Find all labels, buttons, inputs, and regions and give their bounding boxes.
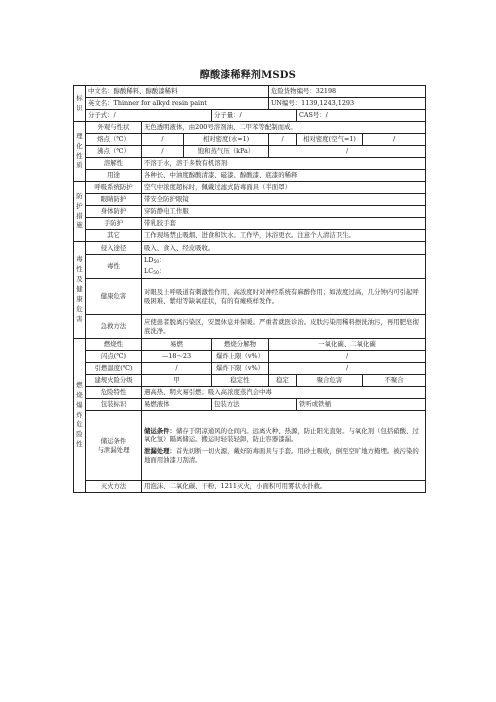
section-physchem: 理化性质 [74, 122, 86, 182]
table-row [74, 194, 426, 206]
upper-limit-label: 爆炸上限（v%） [212, 351, 269, 363]
rel-density-water-value: / [269, 134, 297, 146]
hazard-goods-number: 危险货物编号：32198 [269, 86, 426, 98]
en-name: 英文名：Thinner for alkyd resin paint [86, 98, 269, 110]
rel-density-air-label: 相对密度(空气=1) [297, 134, 363, 146]
flash-point-label: 闪点(℃) [86, 351, 142, 363]
solubility-label: 溶解性 [86, 158, 142, 170]
flash-point-value: —18～23 [142, 351, 212, 363]
table-row [74, 158, 426, 170]
table-row [74, 399, 426, 411]
table-row [74, 315, 426, 339]
upper-limit-value: / [269, 351, 426, 363]
hand-value: 带乳胶手套 [142, 218, 426, 230]
molecular-formula: 分子式：/ [86, 110, 212, 122]
table-row [74, 110, 426, 122]
toxicity-label: 毒性 [86, 255, 142, 279]
melting-point-value: / [142, 134, 184, 146]
health-hazard-label: 健康危害 [86, 279, 142, 315]
table-row [74, 363, 426, 375]
use-label: 用途 [86, 170, 142, 182]
vapor-pressure-value: / [269, 146, 426, 158]
hazard-characteristics-value: 遇高热、明火易引燃；吸入高浓度蒸汽会中毒 [142, 387, 426, 399]
polymerization-label: 聚合危害 [297, 375, 363, 387]
flammability-value: 易燃 [142, 339, 212, 351]
route-value: 吸入、食入、经皮吸收。 [142, 242, 426, 255]
table-row [74, 279, 426, 315]
first-aid-label: 急救方法 [86, 315, 142, 339]
page-title: 醇酸漆稀释剂MSDS [199, 70, 297, 81]
stability-value: 稳定 [269, 375, 297, 387]
toxicity-value [142, 255, 426, 279]
table-row [74, 242, 426, 255]
table-row [74, 182, 426, 194]
fire-class-label: 建规火险分级 [86, 375, 142, 387]
section-fire: 燃烧爆炸危险性 [74, 339, 86, 493]
body-label: 身体防护 [86, 206, 142, 218]
extinguish-value: 用泡沫、二氧化碳、干粉、1211灭火，小面积可用雾状水扑救。 [142, 481, 426, 493]
table-row [74, 122, 426, 134]
solubility-value: 不溶于水，溶于多数有机溶剂 [142, 158, 426, 170]
package-method-value: 铁听或铁桶 [297, 399, 426, 411]
ld50: $LD_{50}$： [144, 256, 166, 266]
lc50: $LC_{50}$： [144, 266, 166, 276]
rel-density-water-label: 相对密度(水=1) [184, 134, 269, 146]
table-row [74, 206, 426, 218]
table-row [74, 230, 426, 242]
polymerization-value: 不聚合 [363, 375, 426, 387]
table-row [74, 86, 426, 98]
table-row [74, 481, 426, 493]
molecular-weight: 分子量：/ [212, 110, 297, 122]
hand-label: 手防护 [86, 218, 142, 230]
table-row [74, 351, 426, 363]
table-row [74, 170, 426, 182]
body-value: 穿防静电工作服 [142, 206, 426, 218]
un-number: UN编号：1139,1243,1293 [269, 98, 426, 110]
cn-name: 中文名：醇酸稀料、醇酸漆稀料 [86, 86, 269, 98]
appearance-value: 无色透明液体，由200号溶剂油、二甲苯等配制而成。 [142, 122, 426, 134]
boiling-point-value: / [142, 146, 184, 158]
package-label-value: 易燃液体 [142, 399, 212, 411]
section-protection: 防护措施 [74, 182, 86, 242]
table-row [74, 255, 426, 279]
lower-limit-label: 爆炸下限（v%） [212, 363, 269, 375]
route-label: 侵入途径 [86, 242, 142, 255]
respiratory-value: 空气中浓度超标时，佩戴过滤式防毒面具（半面罩） [142, 182, 426, 194]
health-hazard-value: 对眼及上呼吸道有刺激性作用，高浓度时对神经系统有麻醉作用；如浓度过高，几分钟内可引起呼吸困难、紫绀等缺氧症状，有的有瘫痪样发作。 [142, 279, 426, 315]
flammability-label: 燃烧性 [86, 339, 142, 351]
boiling-point-label: 沸点（℃） [86, 146, 142, 158]
decomposition-label: 燃烧分解物 [212, 339, 269, 351]
decomposition-value: 一氧化碳、二氧化碳 [269, 339, 426, 351]
cas-number: CAS号：/ [297, 110, 426, 122]
table-row [74, 146, 426, 158]
extinguish-label: 灭火方法 [86, 481, 142, 493]
eye-label: 眼睛防护 [86, 194, 142, 206]
ignition-temp-value: / [142, 363, 212, 375]
stability-label: 稳定性 [212, 375, 269, 387]
table-row [74, 218, 426, 230]
table-row [74, 411, 426, 481]
table-row [74, 134, 426, 146]
rel-density-air-value: / [363, 134, 426, 146]
ignition-temp-label: 引燃温度(℃) [86, 363, 142, 375]
table-row [74, 387, 426, 399]
storage-value: 储运条件：储存于阴凉通风的仓间内。远离火种、热源，防止阳光直射。与氧化剂（包括硝酸、过氧化氢）隔离储运。搬运时轻装轻卸，防止容器漆漏。 泄漏处理：首先切断一切火源，戴好防毒面具与手套。用砂土吸收，倒至空旷地方掩埋。被污染的地面用油漆刀刮清。 [142, 411, 426, 481]
storage-label: 储运条件 与泄漏处理 [86, 411, 142, 481]
section-health: 毒性及健康危害 [74, 242, 86, 339]
first-aid-value: 应使患者脱离污染区，安置休息并保暖。严重者就医诊治。皮肤污染用稀料擦洗油污，再用肥皂彻底洗净。 [142, 315, 426, 339]
eye-value: 带安全防护眼镜 [142, 194, 426, 206]
other-label: 其它 [86, 230, 142, 242]
msds-table [73, 85, 426, 493]
use-value: 各种长、中油度醇酸清漆、磁漆、醇酸漆、底漆的稀释 [142, 170, 426, 182]
package-label-label: 包装标识 [86, 399, 142, 411]
hazard-characteristics-label: 危险特性 [86, 387, 142, 399]
package-method-label: 包装方法 [212, 399, 297, 411]
other-value: 工作现场禁止吸烟、进食和饮水。工作毕，沐浴更衣。注意个人清洁卫生。 [142, 230, 426, 242]
table-row [74, 98, 426, 110]
respiratory-label: 呼吸系统防护 [86, 182, 142, 194]
lower-limit-value: / [269, 363, 426, 375]
table-row [74, 375, 426, 387]
melting-point-label: 熔点（℃） [86, 134, 142, 146]
section-identification: 标识 [74, 86, 86, 122]
fire-class-value: 甲 [142, 375, 212, 387]
appearance-label: 外观与性状 [86, 122, 142, 134]
table-row [74, 339, 426, 351]
vapor-pressure-label: 饱和蒸气压（kPa） [184, 146, 269, 158]
